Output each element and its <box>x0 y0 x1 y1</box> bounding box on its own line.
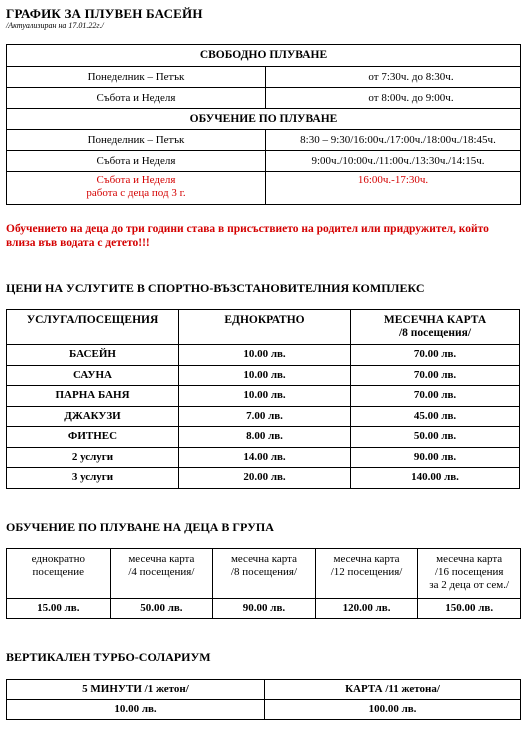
service-cell: ПАРНА БАНЯ <box>7 386 179 407</box>
table-row <box>7 88 521 109</box>
col-monthly-sub: /8 посещения/ <box>398 327 472 339</box>
table-row <box>7 345 520 366</box>
days-cell: Събота и Неделя <box>7 151 266 172</box>
kids-col-header-line: за 2 деца от сем./ <box>429 579 510 591</box>
update-date: /Актуализиран на 17.01.22г./ <box>6 21 104 30</box>
time-cell: 9:00ч./10:00ч./11:00ч./13:30ч./14:15ч. <box>266 151 521 172</box>
table-row <box>7 700 521 720</box>
solarium-table <box>6 679 521 720</box>
kids-col-header-line: месечна карта <box>436 553 503 565</box>
single-price-cell: 7.00 лв. <box>179 406 351 427</box>
kids-title: ОБУЧЕНИЕ ПО ПЛУВАНЕ НА ДЕЦА В ГРУПА <box>6 520 274 534</box>
solarium-col-card: КАРТА /11 жетона/ <box>265 680 521 700</box>
table-row <box>7 151 521 172</box>
single-price-cell: 8.00 лв. <box>179 427 351 448</box>
kids-sub: работа с деца под 3 г. <box>86 187 186 199</box>
kids-col-header <box>213 549 316 599</box>
service-cell: САУНА <box>7 365 179 386</box>
table-row <box>7 599 521 619</box>
kids-col-header-line: /12 посещения/ <box>330 566 403 578</box>
days-cell: Събота и Неделя <box>7 88 266 109</box>
time-cell: 8:30 – 9:30/16:00ч./17:00ч./18:00ч./18:45ч. <box>266 130 521 151</box>
days-cell: Понеделник – Петък <box>7 130 266 151</box>
monthly-price-cell: 50.00 лв. <box>351 427 520 448</box>
kids-price-cell: 15.00 лв. <box>7 599 111 619</box>
kids-col-header <box>110 549 213 599</box>
schedule-table <box>6 44 521 205</box>
kids-col-header-line: месечна карта <box>128 553 195 565</box>
kids-col-header-line: посещение <box>32 566 85 578</box>
solarium-title: ВЕРТИКАЛЕН ТУРБО-СОЛАРИУМ <box>6 650 211 664</box>
kids-col-header-line: месечна карта <box>230 553 297 565</box>
monthly-price-cell: 90.00 лв. <box>351 447 520 468</box>
monthly-price-cell: 45.00 лв. <box>351 406 520 427</box>
kids-col-header <box>418 549 521 599</box>
days-cell: Понеделник – Петък <box>7 67 266 88</box>
table-row <box>7 130 521 151</box>
monthly-price-cell: 140.00 лв. <box>351 468 520 489</box>
col-single: ЕДНОКРАТНО <box>179 310 351 345</box>
prices-table <box>6 309 520 489</box>
table-row <box>7 365 520 386</box>
page-title: ГРАФИК ЗА ПЛУВЕН БАСЕЙН <box>6 6 203 21</box>
col-monthly <box>351 310 520 345</box>
monthly-price-cell: 70.00 лв. <box>351 386 520 407</box>
monthly-price-cell: 70.00 лв. <box>351 365 520 386</box>
kids-col-header-line: /4 посещения/ <box>128 566 195 578</box>
kids-days: Събота и Неделя <box>96 174 176 186</box>
kids-price-cell: 50.00 лв. <box>110 599 213 619</box>
kids-price-cell: 120.00 лв. <box>315 599 418 619</box>
single-price-cell: 14.00 лв. <box>179 447 351 468</box>
single-price-cell: 10.00 лв. <box>179 345 351 366</box>
kids-col-header-line: /16 посещения <box>434 566 504 578</box>
col-monthly-label: МЕСЕЧНА КАРТА <box>383 314 487 326</box>
training-header: ОБУЧЕНИЕ ПО ПЛУВАНЕ <box>7 109 521 130</box>
free-swim-header: СВОБОДНО ПЛУВАНЕ <box>7 45 521 67</box>
single-price-cell: 20.00 лв. <box>179 468 351 489</box>
table-row <box>7 468 520 489</box>
monthly-price-cell: 70.00 лв. <box>351 345 520 366</box>
solarium-price-card: 100.00 лв. <box>265 700 521 720</box>
service-cell: ФИТНЕС <box>7 427 179 448</box>
kids-col-header-line: месечна карта <box>333 553 400 565</box>
solarium-price-5min: 10.00 лв. <box>7 700 265 720</box>
prices-title: ЦЕНИ НА УСЛУГИТЕ В СПОРТНО-ВЪЗСТАНОВИТЕЛНИЯ КОМПЛЕКС <box>6 281 425 295</box>
single-price-cell: 10.00 лв. <box>179 365 351 386</box>
service-cell: 3 услуги <box>7 468 179 489</box>
table-row <box>7 386 520 407</box>
kids-price-cell: 150.00 лв. <box>418 599 521 619</box>
service-cell: 2 услуги <box>7 447 179 468</box>
table-row <box>7 447 520 468</box>
time-cell: от 7:30ч. до 8:30ч. <box>266 67 521 88</box>
single-price-cell: 10.00 лв. <box>179 386 351 407</box>
table-row <box>7 67 521 88</box>
parent-note: Обучението на деца до три години става в присъствието на родител или придружител, който влиза във водата с детето!!! <box>6 223 489 249</box>
service-cell: ДЖАКУЗИ <box>7 406 179 427</box>
solarium-col-5min: 5 МИНУТИ /1 жетон/ <box>7 680 265 700</box>
kids-price-cell: 90.00 лв. <box>213 599 316 619</box>
table-header-row <box>7 680 521 700</box>
col-service: УСЛУГА/ПОСЕЩЕНИЯ <box>7 310 179 345</box>
service-cell: БАСЕЙН <box>7 345 179 366</box>
table-row <box>7 427 520 448</box>
days-cell <box>7 172 266 205</box>
kids-col-header-line: /8 посещения/ <box>230 566 298 578</box>
table-header-row <box>7 549 521 599</box>
kids-table <box>6 548 521 619</box>
time-cell: 16:00ч.-17:30ч. <box>266 172 521 205</box>
kids-col-header <box>7 549 111 599</box>
kids-col-header <box>315 549 418 599</box>
time-cell: от 8:00ч. до 9:00ч. <box>266 88 521 109</box>
table-header-row <box>7 310 520 345</box>
kids-col-header-line: еднократно <box>31 553 85 565</box>
table-row <box>7 406 520 427</box>
table-row <box>7 172 521 205</box>
